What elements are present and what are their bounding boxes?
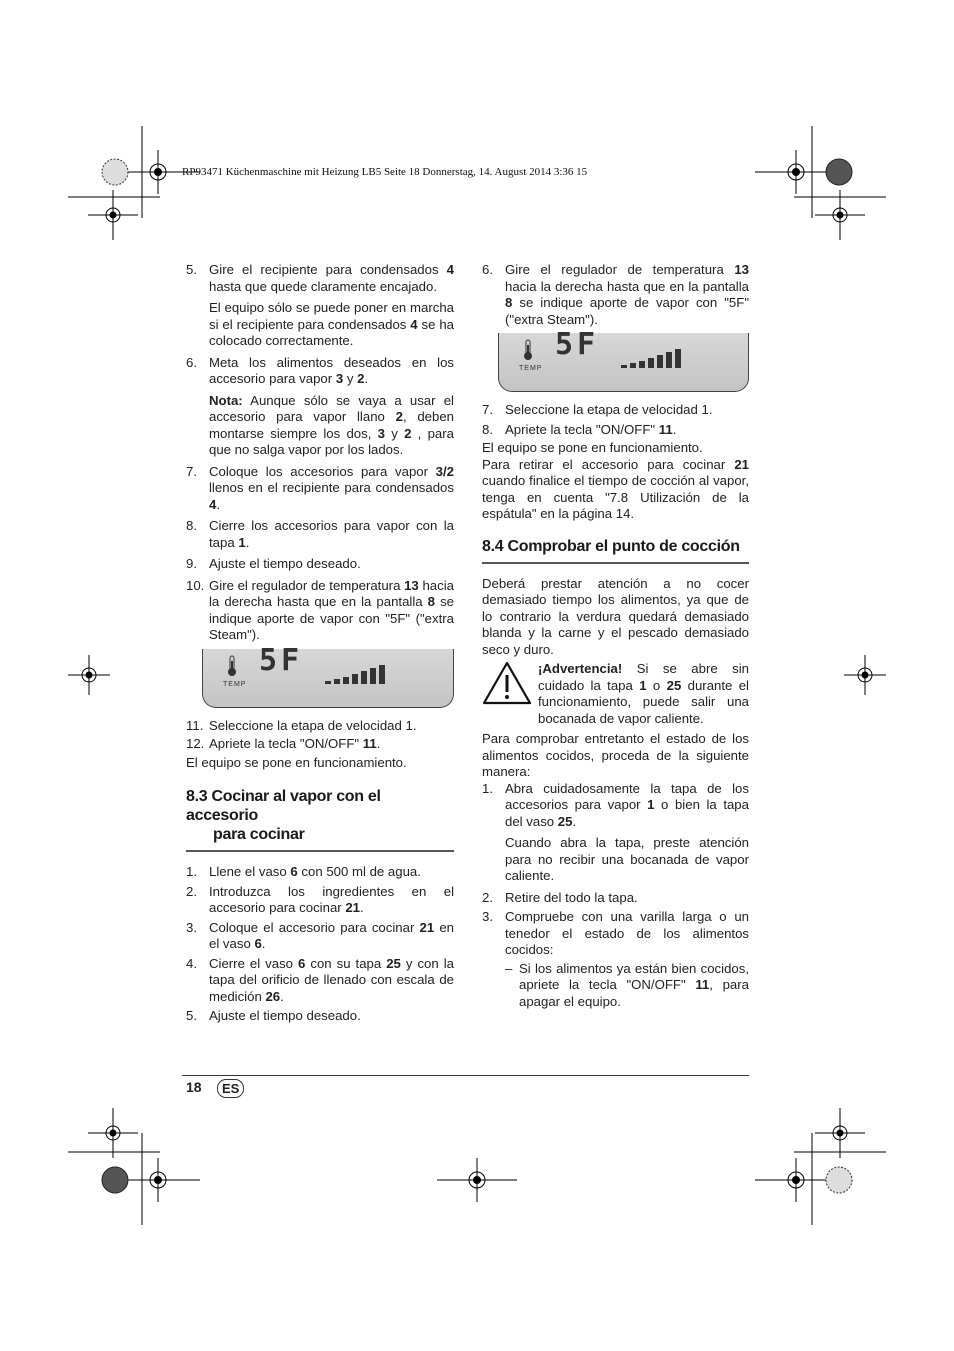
paragraph: Deberá prestar atención a no cocer demasiado tiempo los alimentos, ya que de lo contrario la verdura quedará demasiado blanda y la carne y el pescado demasiado seco y duro. xyxy=(482,575,749,657)
list-item: 11. Seleccione la etapa de velocidad 1. xyxy=(186,717,417,733)
list-item: 1. Llene el vaso 6 con 500 ml de agua. xyxy=(186,864,421,879)
segment-readout: 5F xyxy=(259,642,304,678)
list-item: 3. Compruebe con una varilla larga o un tenedor el estado de los alimentos cocidos: xyxy=(482,909,749,957)
list-item: 1. Abra cuidadosamente la tapa de los accesorios para vapor 1 o bien la tapa del vaso 25. xyxy=(482,780,749,829)
note-text: Nota: Aunque sólo se vaya a usar el accesorio para vapor llano 2, deben montarse siempre los dos, 3 y 2 , para que no salga vapor por los lados. xyxy=(209,392,454,457)
paragraph: Para comprobar entretanto el estado de los alimentos cocidos, proceda de la siguiente manera: xyxy=(482,731,749,779)
section-heading-8-4: 8.4 Comprobar el punto de cocción xyxy=(482,537,749,564)
segment-readout: 5F xyxy=(555,327,600,362)
list-item: 7. Coloque los accesorios para vapor 3/2 llenos en el recipiente para condensados 4. xyxy=(186,463,454,512)
list-item: 12. Apriete la tecla "ON/OFF" 11. xyxy=(186,736,381,751)
list-subtext: El equipo sólo se puede poner en marcha si el recipiente para condensados 4 se ha colocado correctamente. xyxy=(209,300,454,348)
paragraph: Para retirar el accesorio para cocinar 21 cuando finalice el tiempo de cocción al vapor, tenga en cuenta "7.8 Utilización de la espátula" en la página 14. xyxy=(482,456,749,521)
paragraph: El equipo se pone en funcionamiento. xyxy=(482,440,703,455)
temp-label: TEMP xyxy=(519,365,543,372)
list-item: 8. Cierre los accesorios para vapor con la tapa 1. xyxy=(186,518,454,550)
section-heading-8-3: 8.3 Cocinar al vapor con el accesorio para cocinar xyxy=(186,787,454,852)
list-item: 2. Retire del todo la tapa. xyxy=(482,889,638,905)
lcd-display-illustration xyxy=(498,327,749,392)
list-item: 6. Gire el regulador de temperatura 13 hacia la derecha hasta que en la pantalla 8 se indique aporte de vapor con "5F" ("extra Steam"). xyxy=(482,262,749,327)
level-bars-icon xyxy=(325,665,395,685)
left-column xyxy=(186,262,454,1030)
right-column xyxy=(482,262,749,1010)
paragraph: El equipo se pone en funcionamiento. xyxy=(186,754,407,770)
list-item: 9. Ajuste el tiempo deseado. xyxy=(186,556,361,571)
list-item: 10. Gire el regulador de temperatura 13 hacia la derecha hasta que en la pantalla 8 se indique aporte de vapor con "5F" ("extra Steam"). xyxy=(186,577,454,642)
list-item: 5. Gire el recipiente para condensados 4 hasta que quede claramente encajado. xyxy=(186,262,454,294)
list-item: 7. Seleccione la etapa de velocidad 1. xyxy=(482,402,713,417)
footer-rule xyxy=(182,1075,749,1076)
list-item: 5. Ajuste el tiempo deseado. xyxy=(186,1008,361,1023)
level-bars-icon xyxy=(621,349,691,369)
thermometer-icon xyxy=(523,339,533,361)
lcd-display-illustration xyxy=(202,642,454,708)
page-number: 18 xyxy=(186,1079,202,1095)
list-item: 4. Cierre el vaso 6 con su tapa 25 y con la tapa del orificio de llenado con escala de medición 26. xyxy=(186,955,454,1004)
list-item: 2. Introduzca los ingredientes en el accesorio para cocinar 21. xyxy=(186,883,454,915)
warning-block: ¡Advertencia! Si se abre sin cuidado la tapa 1 o 25 durante el funcionamiento, puede salir una bocanada de vapor caliente. xyxy=(482,661,749,727)
list-item: 6. Meta los alimentos deseados en los accesorio para vapor 3 y 2. xyxy=(186,354,454,386)
list-item: 8. Apriete la tecla "ON/OFF" 11. xyxy=(482,421,677,437)
temp-label: TEMP xyxy=(223,680,247,688)
language-badge: ES xyxy=(217,1079,244,1098)
list-item: 3. Coloque el accesorio para cocinar 21 en el vaso 6. xyxy=(186,919,454,951)
print-header: RP93471 Küchenmaschine mit Heizung LB5 Seite 18 Donnerstag, 14. August 2014 3:36 15 xyxy=(182,166,588,178)
list-subtext: Cuando abra la tapa, preste atención para no recibir una bocanada de vapor caliente. xyxy=(505,835,749,883)
warning-triangle-icon xyxy=(482,661,532,705)
thermometer-icon xyxy=(227,655,237,677)
dash-list-item: – Si los alimentos ya están bien cocidos, apriete la tecla "ON/OFF" 11, para apagar el equipo. xyxy=(505,960,749,1009)
